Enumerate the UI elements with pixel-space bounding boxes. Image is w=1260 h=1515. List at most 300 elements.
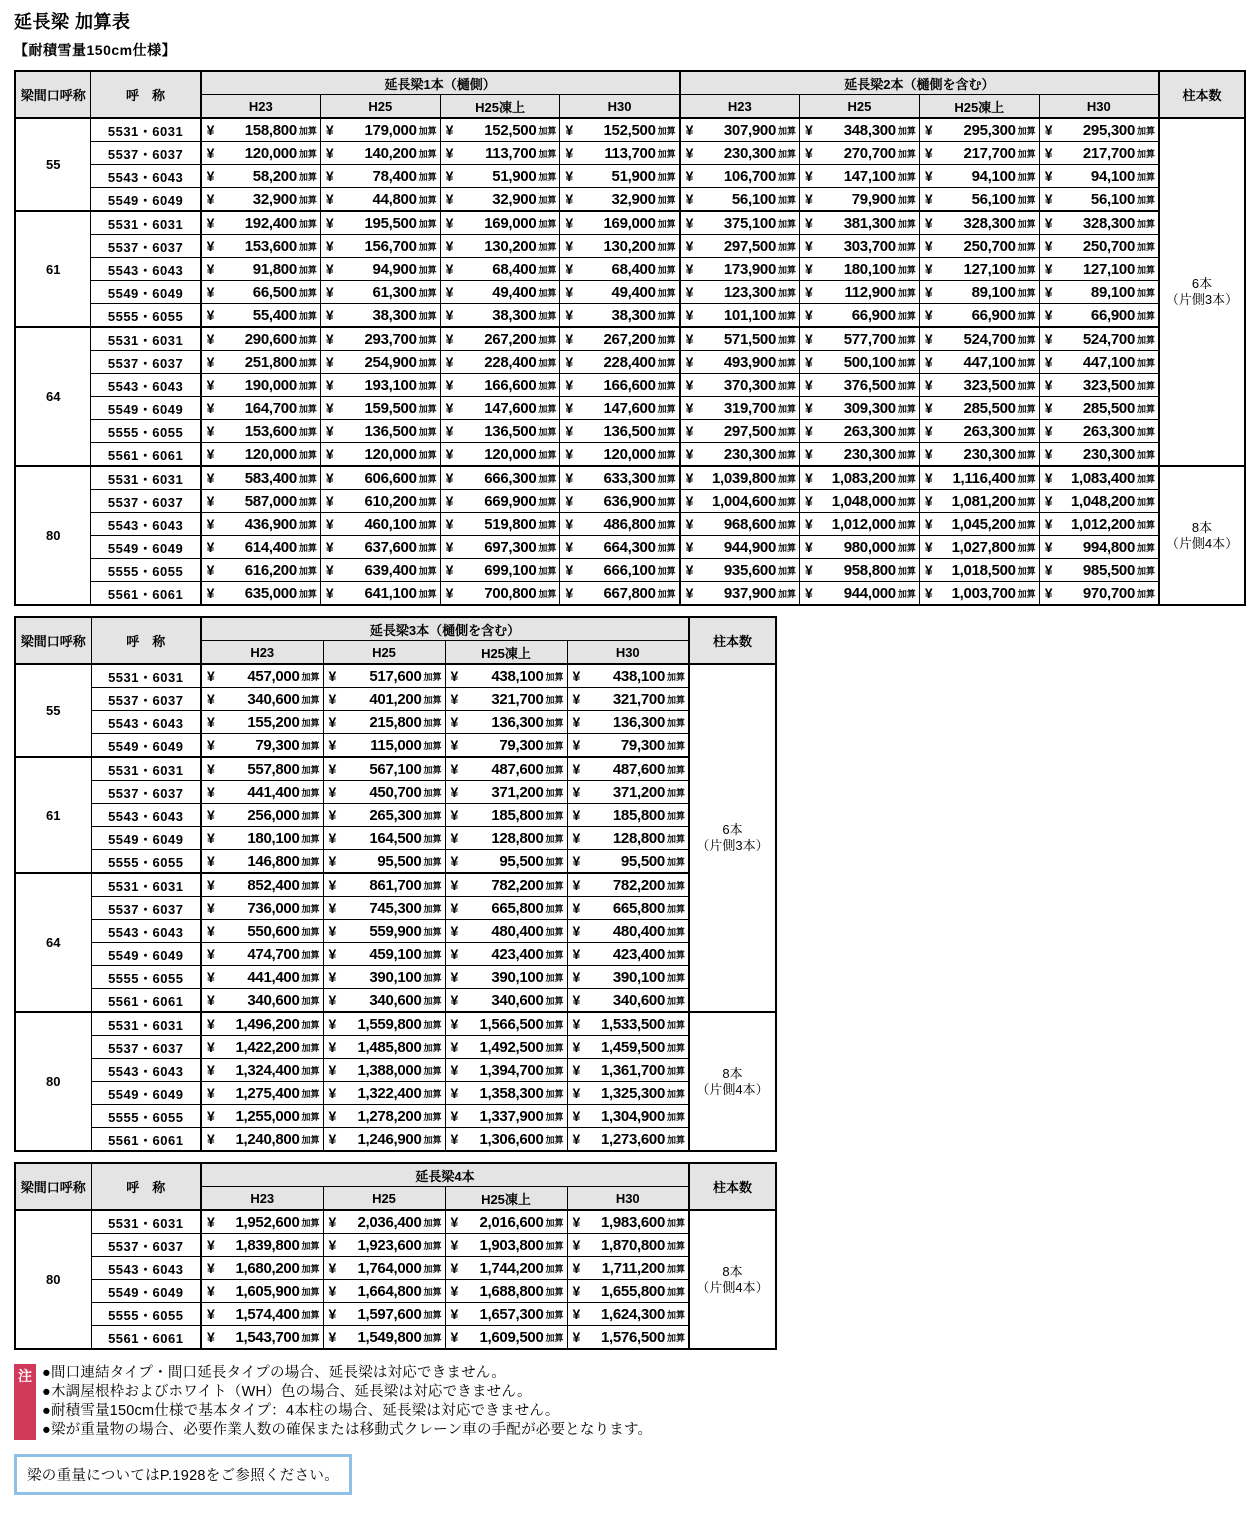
yen-sign: ¥ [572,1016,581,1032]
price-cell [680,165,800,188]
price-amount: 136,500 [603,422,656,440]
yen-sign: ¥ [450,1039,459,1055]
yen-sign: ¥ [805,191,813,207]
price-suffix: 加算 [423,1332,442,1343]
price-cell [560,258,680,281]
yen-sign: ¥ [1044,191,1053,207]
price-amount: 152,500 [603,121,656,139]
price-amount: 136,300 [612,713,665,731]
price-amount: 340,600 [247,991,300,1009]
price-suffix: 加算 [657,194,676,205]
price-cell [201,943,323,966]
yen-sign: ¥ [445,122,454,138]
price-suffix: 加算 [1137,473,1156,484]
price-suffix: 加算 [777,426,796,437]
yen-sign: ¥ [445,493,454,509]
price-cell [680,351,800,374]
col-header-height: H25凍上 [919,95,1039,119]
yen-sign: ¥ [1044,238,1053,254]
yen-sign: ¥ [450,877,459,893]
price-cell [567,897,689,920]
price-cell [919,165,1039,188]
col-header-name: 呼 称 [91,71,201,118]
price-suffix: 加算 [301,1332,320,1343]
price-amount: 94,100 [1090,167,1136,185]
price-suffix: 加算 [545,1332,564,1343]
yen-sign: ¥ [207,784,215,800]
yen-sign: ¥ [572,992,581,1008]
price-cell [445,827,567,850]
price-amount: 985,500 [1082,561,1136,579]
yen-sign: ¥ [805,145,813,161]
yen-sign: ¥ [328,784,337,800]
price-suffix: 加算 [545,764,564,775]
price-amount: 666,100 [603,561,656,579]
price-cell [320,582,440,606]
price-amount: 450,700 [369,783,422,801]
price-suffix: 加算 [666,1088,685,1099]
yen-sign: ¥ [565,168,574,184]
price-cell [320,165,440,188]
price-cell [567,711,689,734]
price-cell [919,582,1039,606]
price-cell [320,304,440,328]
col-header-name: 呼 称 [91,1163,201,1210]
price-amount: 1,549,800 [357,1328,422,1346]
price-suffix: 加算 [777,171,796,182]
price-suffix: 加算 [777,264,796,275]
price-cell [320,258,440,281]
yen-sign: ¥ [325,423,334,439]
yen-sign: ¥ [805,470,813,486]
price-suffix: 加算 [538,426,557,437]
price-cell [320,351,440,374]
yen-sign: ¥ [565,122,574,138]
price-suffix: 加算 [301,995,320,1006]
yen-sign: ¥ [565,354,574,370]
price-cell [201,582,321,606]
price-suffix: 加算 [1017,565,1036,576]
yen-sign: ¥ [565,446,574,462]
price-amount: 1,083,200 [831,469,896,487]
price-cell [440,327,560,351]
yen-sign: ¥ [450,737,459,753]
yen-sign: ¥ [685,423,694,439]
price-cell [440,165,560,188]
price-suffix: 加算 [545,903,564,914]
price-amount: 457,000 [247,667,300,685]
price-suffix: 加算 [897,171,916,182]
yen-sign: ¥ [924,493,933,509]
yen-sign: ¥ [685,470,694,486]
price-suffix: 加算 [298,357,317,368]
yen-sign: ¥ [445,354,454,370]
price-amount: 1,574,400 [235,1305,300,1323]
span-label-cell: 55 [15,664,91,757]
price-amount: 228,400 [484,353,537,371]
yen-sign: ¥ [572,946,581,962]
yen-sign: ¥ [207,737,215,753]
col-group-header: 延長梁4本 [201,1163,689,1187]
price-suffix: 加算 [301,1111,320,1122]
price-suffix: 加算 [666,1286,685,1297]
model-cell: 5531・6031 [91,327,201,351]
price-cell [800,211,920,235]
price-suffix: 加算 [657,334,676,345]
price-cell [800,374,920,397]
price-amount: 94,900 [372,260,417,278]
price-amount: 106,700 [723,167,776,185]
price-amount: 164,500 [369,829,422,847]
yen-sign: ¥ [207,853,215,869]
price-suffix: 加算 [423,1217,442,1228]
price-amount: 635,000 [244,584,297,602]
page-subtitle: 【耐積雪量150cm仕様】 [14,42,177,58]
price-suffix: 加算 [423,694,442,705]
price-cell [680,420,800,443]
col-header-height: H30 [567,641,689,665]
model-cell: 5537・6037 [91,490,201,513]
price-suffix: 加算 [1017,449,1036,460]
yen-sign: ¥ [450,1214,459,1230]
model-cell: 5561・6061 [91,989,201,1013]
price-cell [201,351,321,374]
price-amount: 614,400 [244,538,297,556]
price-cell [680,443,800,467]
yen-sign: ¥ [206,191,215,207]
price-suffix: 加算 [423,1111,442,1122]
price-cell [201,873,323,897]
model-cell: 5543・6043 [91,165,201,188]
price-cell [201,188,321,212]
price-suffix: 加算 [1137,496,1156,507]
price-amount: 56,100 [731,190,776,208]
price-cell [680,142,800,165]
yen-sign: ¥ [445,585,454,601]
yen-sign: ¥ [924,354,933,370]
price-amount: 136,500 [364,422,417,440]
yen-sign: ¥ [572,1329,581,1345]
price-amount: 328,300 [1082,214,1136,232]
yen-sign: ¥ [450,807,459,823]
yen-sign: ¥ [207,830,215,846]
price-suffix: 加算 [1017,264,1036,275]
span-label-cell: 64 [15,327,91,466]
price-amount: 1,081,200 [951,492,1016,510]
price-suffix: 加算 [1017,403,1036,414]
price-suffix: 加算 [298,310,317,321]
price-cell [680,118,800,142]
reference-box: 梁の重量についてはP.1928をご参照ください。 [14,1454,352,1495]
price-suffix: 加算 [666,764,685,775]
yen-sign: ¥ [924,470,933,486]
price-amount: 56,100 [1090,190,1136,208]
price-suffix: 加算 [657,496,676,507]
col-header-span: 梁間口呼称 [15,617,91,664]
price-amount: 616,200 [244,561,297,579]
price-amount: 2,016,600 [479,1213,544,1231]
price-cell [201,142,321,165]
price-cell [440,142,560,165]
price-suffix: 加算 [298,473,317,484]
price-amount: 66,900 [971,306,1016,324]
price-suffix: 加算 [657,357,676,368]
price-cell [440,374,560,397]
yen-sign: ¥ [325,284,334,300]
pillar-count-cell: 8本 （片側4本） [689,1012,776,1151]
price-amount: 524,700 [963,330,1016,348]
price-suffix: 加算 [423,1088,442,1099]
price-amount: 1,045,200 [951,515,1016,533]
price-cell [567,1303,689,1326]
price-amount: 447,100 [963,353,1016,371]
price-amount: 1,664,800 [357,1282,422,1300]
model-cell: 5537・6037 [91,351,201,374]
price-suffix: 加算 [1017,148,1036,159]
col-header-height: H30 [560,95,680,119]
yen-sign: ¥ [445,539,454,555]
col-header-height: H25 [800,95,920,119]
price-amount: 1,624,300 [600,1305,665,1323]
yen-sign: ¥ [572,714,581,730]
price-cell [800,188,920,212]
price-cell [567,1234,689,1257]
price-suffix: 加算 [897,380,916,391]
price-amount: 666,300 [484,469,537,487]
price-suffix: 加算 [545,717,564,728]
col-header-height: H25 [323,641,445,665]
price-cell [567,920,689,943]
price-amount: 128,800 [612,829,665,847]
price-suffix: 加算 [545,787,564,798]
price-amount: 56,100 [971,190,1016,208]
price-cell [323,897,445,920]
yen-sign: ¥ [206,585,215,601]
price-cell [320,559,440,582]
yen-sign: ¥ [805,354,813,370]
price-cell [320,235,440,258]
price-cell [445,1128,567,1152]
price-amount: 147,600 [603,399,656,417]
price-suffix: 加算 [1017,357,1036,368]
yen-sign: ¥ [328,1329,337,1345]
price-cell [567,943,689,966]
price-cell [201,536,321,559]
price-amount: 1,459,500 [600,1038,665,1056]
col-header-height: H25 [320,95,440,119]
yen-sign: ¥ [1044,168,1053,184]
price-suffix: 加算 [301,1309,320,1320]
price-amount: 1,657,300 [479,1305,544,1323]
yen-sign: ¥ [450,969,459,985]
price-amount: 1,609,500 [479,1328,544,1346]
yen-sign: ¥ [572,1108,581,1124]
price-cell [201,258,321,281]
price-cell [445,1303,567,1326]
price-cell [919,142,1039,165]
col-header-name: 呼 称 [91,617,201,664]
price-amount: 1,559,800 [357,1015,422,1033]
span-label-cell: 80 [15,466,91,605]
price-amount: 95,500 [377,852,422,870]
price-suffix: 加算 [657,264,676,275]
price-amount: 1,952,600 [235,1213,300,1231]
price-cell [567,804,689,827]
price-suffix: 加算 [545,833,564,844]
price-cell [680,235,800,258]
model-cell: 5531・6031 [91,664,201,688]
yen-sign: ¥ [206,307,215,323]
span-label-cell: 55 [15,118,91,211]
price-amount: 136,500 [484,422,537,440]
price-amount: 38,300 [492,306,537,324]
price-amount: 1,983,600 [600,1213,665,1231]
yen-sign: ¥ [685,400,694,416]
yen-sign: ¥ [1044,145,1053,161]
price-amount: 390,100 [491,968,544,986]
yen-sign: ¥ [685,191,694,207]
price-cell [919,188,1039,212]
price-amount: 303,700 [843,237,896,255]
yen-sign: ¥ [805,493,813,509]
price-amount: 159,500 [364,399,417,417]
yen-sign: ¥ [924,331,933,347]
yen-sign: ¥ [565,562,574,578]
yen-sign: ¥ [445,423,454,439]
model-cell: 5531・6031 [91,1210,201,1234]
price-amount: 376,500 [843,376,896,394]
model-cell: 5549・6049 [91,188,201,212]
price-cell [323,1280,445,1303]
yen-sign: ¥ [325,215,334,231]
yen-sign: ¥ [207,877,215,893]
price-suffix: 加算 [538,473,557,484]
price-suffix: 加算 [666,995,685,1006]
price-amount: 120,000 [484,445,537,463]
price-cell [919,513,1039,536]
price-amount: 228,400 [603,353,656,371]
yen-sign: ¥ [328,877,337,893]
price-amount: 1,394,700 [479,1061,544,1079]
price-suffix: 加算 [301,1019,320,1030]
yen-sign: ¥ [450,1283,459,1299]
yen-sign: ¥ [325,377,334,393]
price-suffix: 加算 [545,995,564,1006]
price-cell [440,281,560,304]
price-cell [800,258,920,281]
price-suffix: 加算 [657,287,676,298]
yen-sign: ¥ [445,284,454,300]
price-suffix: 加算 [1017,588,1036,599]
price-amount: 321,700 [491,690,544,708]
price-cell [919,397,1039,420]
price-cell [680,559,800,582]
price-amount: 1,597,600 [357,1305,422,1323]
price-amount: 185,800 [491,806,544,824]
pillar-count-cell: 8本 （片側4本） [689,1210,776,1349]
pillar-count-cell: 8本 （片側4本） [1159,466,1245,605]
model-cell: 5531・6031 [91,757,201,781]
price-suffix: 加算 [301,1065,320,1076]
yen-sign: ¥ [328,761,337,777]
price-suffix: 加算 [777,449,796,460]
yen-sign: ¥ [445,446,454,462]
yen-sign: ¥ [565,331,574,347]
price-cell [201,1128,323,1152]
yen-sign: ¥ [565,307,574,323]
price-amount: 1,083,400 [1070,469,1136,487]
price-suffix: 加算 [1017,218,1036,229]
yen-sign: ¥ [924,191,933,207]
price-amount: 2,036,400 [357,1213,422,1231]
price-cell [560,211,680,235]
yen-sign: ¥ [1044,516,1053,532]
col-header-pillar: 柱本数 [689,617,776,664]
price-amount: 190,000 [244,376,297,394]
price-suffix: 加算 [1137,588,1156,599]
price-cell [445,664,567,688]
price-cell [440,351,560,374]
price-suffix: 加算 [418,473,437,484]
yen-sign: ¥ [450,1237,459,1253]
price-suffix: 加算 [1137,148,1156,159]
yen-sign: ¥ [206,470,215,486]
yen-sign: ¥ [450,1108,459,1124]
price-cell [320,374,440,397]
price-suffix: 加算 [777,588,796,599]
price-cell [201,1012,323,1036]
price-amount: 152,500 [484,121,537,139]
price-amount: 486,800 [603,515,656,533]
col-header-height: H25凍上 [445,641,567,665]
price-suffix: 加算 [666,671,685,682]
yen-sign: ¥ [325,331,334,347]
price-cell [323,1082,445,1105]
price-suffix: 加算 [1017,473,1036,484]
price-amount: 217,700 [1082,144,1136,162]
model-cell: 5549・6049 [91,734,201,758]
yen-sign: ¥ [805,215,813,231]
price-amount: 55,400 [252,306,297,324]
price-suffix: 加算 [1137,403,1156,414]
note-item: ●耐積雪量150cm仕様で基本タイプ：4本柱の場合、延長梁は対応できません。 [42,1403,560,1419]
price-cell [560,397,680,420]
price-suffix: 加算 [897,264,916,275]
col-header-height: H23 [201,1187,323,1211]
col-header-height: H25凍上 [440,95,560,119]
price-amount: 79,300 [255,736,300,754]
yen-sign: ¥ [450,1131,459,1147]
price-cell [567,966,689,989]
price-cell [560,536,680,559]
yen-sign: ¥ [805,377,813,393]
yen-sign: ¥ [565,493,574,509]
price-suffix: 加算 [1137,218,1156,229]
model-cell: 5549・6049 [91,827,201,850]
yen-sign: ¥ [924,261,933,277]
price-suffix: 加算 [1017,241,1036,252]
yen-sign: ¥ [450,1016,459,1032]
price-suffix: 加算 [897,357,916,368]
yen-sign: ¥ [685,446,694,462]
price-amount: 217,700 [963,144,1016,162]
price-suffix: 加算 [897,588,916,599]
price-amount: 297,500 [723,422,776,440]
price-suffix: 加算 [545,1263,564,1274]
model-cell: 5555・6055 [91,966,201,989]
price-cell [800,513,920,536]
yen-sign: ¥ [924,516,933,532]
